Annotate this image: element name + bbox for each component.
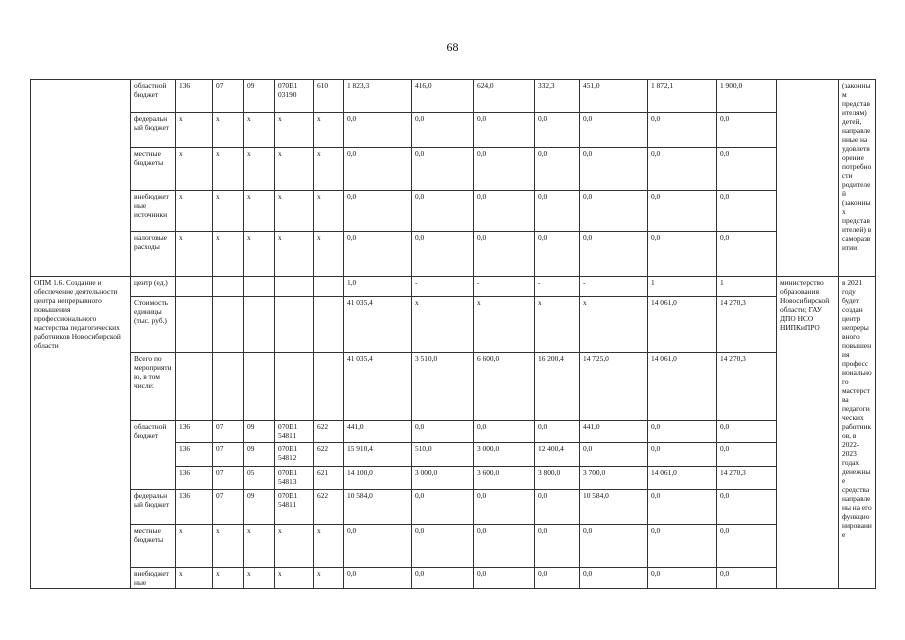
code-cell: 136 (176, 467, 213, 490)
value-cell: 3 600,0 (474, 467, 535, 490)
value-cell: 0,0 (717, 148, 777, 191)
value-cell: x (535, 297, 580, 353)
value-cell: 0,0 (474, 113, 535, 148)
value-cell: 0,0 (535, 568, 580, 589)
code-cell: 070E1 54811 (275, 490, 314, 525)
code-cell: x (314, 148, 344, 191)
value-cell: 0,0 (474, 568, 535, 589)
value-cell: 332,3 (535, 80, 580, 113)
source-cell: областной бюджет (131, 80, 176, 113)
value-cell: 0,0 (344, 191, 412, 232)
table-row (31, 353, 876, 421)
value-cell: 0,0 (535, 421, 580, 443)
value-cell: 0,0 (648, 232, 717, 277)
value-cell: 0,0 (580, 191, 648, 232)
code-cell (176, 277, 213, 297)
value-cell: 3 510,0 (412, 353, 474, 421)
value-cell: 0,0 (648, 525, 717, 568)
code-cell: x (176, 568, 213, 589)
value-cell: 14 270,3 (717, 353, 777, 421)
table-row (31, 568, 876, 589)
code-cell: 07 (213, 467, 244, 490)
value-cell: - (412, 277, 474, 297)
code-cell: 09 (244, 421, 275, 443)
value-cell: 0,0 (717, 490, 777, 525)
source-cell: федеральный бюджет (131, 490, 176, 525)
value-cell: 0,0 (717, 568, 777, 589)
value-cell: 0,0 (717, 191, 777, 232)
source-cell: федеральный бюджет (131, 113, 176, 148)
code-cell (275, 297, 314, 353)
value-cell: 0,0 (474, 148, 535, 191)
code-cell (176, 297, 213, 353)
code-cell: x (213, 148, 244, 191)
value-cell: 0,0 (412, 568, 474, 589)
code-cell: 070E1 54813 (275, 467, 314, 490)
value-cell: 3 000,0 (412, 467, 474, 490)
value-cell: 6 600,0 (474, 353, 535, 421)
value-cell: 0,0 (412, 113, 474, 148)
value-cell: 510,0 (412, 443, 474, 467)
table-row (31, 490, 876, 525)
code-cell: x (176, 148, 213, 191)
value-cell: 0,0 (717, 232, 777, 277)
result-cell: в 2021 году будет создан центр непрерывного повышения профессионального мастерства педагогических работников, в 2022-2023 годах денежные средства направлены на его функционирование (839, 277, 876, 589)
code-cell: x (275, 113, 314, 148)
code-cell: x (275, 148, 314, 191)
code-cell: x (213, 525, 244, 568)
code-cell (213, 297, 244, 353)
code-cell: x (275, 191, 314, 232)
value-cell: 0,0 (412, 525, 474, 568)
code-cell (314, 353, 344, 421)
value-cell: 0,0 (412, 421, 474, 443)
code-cell: x (213, 568, 244, 589)
value-cell: 14 100,0 (344, 467, 412, 490)
code-cell: x (244, 232, 275, 277)
value-cell: 0,0 (412, 232, 474, 277)
value-cell: 0,0 (535, 113, 580, 148)
code-cell: x (244, 191, 275, 232)
code-cell: x (275, 525, 314, 568)
code-cell: 621 (314, 467, 344, 490)
value-cell: 0,0 (474, 525, 535, 568)
value-cell: 0,0 (474, 490, 535, 525)
value-cell: 15 910,4 (344, 443, 412, 467)
value-cell: 0,0 (717, 525, 777, 568)
code-cell: 05 (244, 467, 275, 490)
code-cell: x (314, 568, 344, 589)
value-cell: 0,0 (648, 443, 717, 467)
row-label: Стоимость единицы (тыс. руб.) (131, 297, 176, 353)
source-cell: областной бюджет (131, 421, 176, 490)
code-cell: x (314, 232, 344, 277)
code-cell: x (275, 232, 314, 277)
value-cell: - (580, 277, 648, 297)
value-cell: 0,0 (580, 443, 648, 467)
code-cell: 610 (314, 80, 344, 113)
code-cell: x (176, 525, 213, 568)
value-cell: 1,0 (344, 277, 412, 297)
code-cell: x (244, 525, 275, 568)
value-cell: 41 035,4 (344, 297, 412, 353)
code-cell: x (244, 148, 275, 191)
code-cell (244, 353, 275, 421)
value-cell: 0,0 (412, 148, 474, 191)
value-cell: 12 400,4 (535, 443, 580, 467)
code-cell (275, 353, 314, 421)
code-cell: x (314, 525, 344, 568)
table-row (31, 277, 876, 297)
value-cell: 0,0 (344, 232, 412, 277)
code-cell (314, 277, 344, 297)
code-cell: x (213, 113, 244, 148)
code-cell: 622 (314, 490, 344, 525)
value-cell: 0,0 (344, 525, 412, 568)
value-cell: 0,0 (412, 191, 474, 232)
value-cell: 0,0 (648, 191, 717, 232)
table-row (31, 297, 876, 353)
code-cell: 07 (213, 80, 244, 113)
value-cell: 0,0 (535, 490, 580, 525)
value-cell: 1 (717, 277, 777, 297)
value-cell: 624,0 (474, 80, 535, 113)
value-cell: 0,0 (580, 113, 648, 148)
budget-table (30, 79, 876, 589)
code-cell (176, 353, 213, 421)
value-cell: 3 000,0 (474, 443, 535, 467)
code-cell: 136 (176, 443, 213, 467)
code-cell: 136 (176, 490, 213, 525)
activity-title: ОПМ 1.6. Создание и обеспечение деятельности центра непрерывного повышения профессионального мастерства педагогических работников Новосибирской области (31, 277, 131, 589)
value-cell: x (412, 297, 474, 353)
value-cell: 0,0 (474, 191, 535, 232)
code-cell: x (176, 232, 213, 277)
value-cell: 0,0 (474, 232, 535, 277)
code-cell: x (314, 113, 344, 148)
value-cell: 14 270,3 (717, 297, 777, 353)
code-cell: x (213, 232, 244, 277)
code-cell: 070E1 54811 (275, 421, 314, 443)
value-cell: - (474, 277, 535, 297)
code-cell: 07 (213, 443, 244, 467)
row-label: Всего по мероприятию, в том числе: (131, 353, 176, 421)
page-number: 68 (446, 40, 459, 54)
value-cell: 16 200,4 (535, 353, 580, 421)
value-cell: 10 584,0 (580, 490, 648, 525)
value-cell: 0,0 (648, 490, 717, 525)
value-cell: 1 (648, 277, 717, 297)
code-cell: 070E1 54812 (275, 443, 314, 467)
source-cell: внебюджетные источники (131, 191, 176, 232)
code-cell: 070E1 03190 (275, 80, 314, 113)
code-cell: 09 (244, 490, 275, 525)
code-cell: 136 (176, 80, 213, 113)
table-row (31, 232, 876, 277)
value-cell: 0,0 (474, 421, 535, 443)
value-cell: 0,0 (412, 490, 474, 525)
code-cell (244, 297, 275, 353)
value-cell: 0,0 (344, 568, 412, 589)
value-cell: 1 872,1 (648, 80, 717, 113)
value-cell: 0,0 (535, 525, 580, 568)
source-cell: местные бюджеты (131, 148, 176, 191)
code-cell (213, 277, 244, 297)
code-cell: x (213, 191, 244, 232)
table-row (31, 80, 876, 113)
code-cell: 09 (244, 443, 275, 467)
code-cell (314, 297, 344, 353)
value-cell: 14 061,0 (648, 297, 717, 353)
value-cell: 441,0 (344, 421, 412, 443)
value-cell: x (580, 297, 648, 353)
executor-cell: министерство образования Новосибирской области; ГАУ ДПО НСО НИПКиПРО (777, 277, 839, 589)
value-cell: 41 035,4 (344, 353, 412, 421)
value-cell: 0,0 (580, 568, 648, 589)
value-cell: 0,0 (648, 148, 717, 191)
table-row (31, 191, 876, 232)
value-cell: 416,0 (412, 80, 474, 113)
result-cell: (законным представителям) детей, направленные на удовлетворение потребности родителей (законных представителей) в саморазвитии (839, 80, 876, 277)
value-cell: 0,0 (717, 113, 777, 148)
code-cell: 622 (314, 421, 344, 443)
executor-cell (777, 80, 839, 277)
table-row (31, 113, 876, 148)
code-cell: x (244, 568, 275, 589)
value-cell: 1 823,3 (344, 80, 412, 113)
code-cell: x (244, 113, 275, 148)
value-cell: 0,0 (717, 443, 777, 467)
value-cell: 0,0 (344, 148, 412, 191)
table-row (31, 148, 876, 191)
code-cell (275, 277, 314, 297)
activity-cell (31, 80, 131, 277)
row-label: центр (ед.) (131, 277, 176, 297)
code-cell (244, 277, 275, 297)
value-cell: 14 061,0 (648, 353, 717, 421)
table-row (31, 525, 876, 568)
source-cell: налоговые расходы (131, 232, 176, 277)
value-cell: 1 900,0 (717, 80, 777, 113)
code-cell: x (275, 568, 314, 589)
value-cell: 451,0 (580, 80, 648, 113)
value-cell: 0,0 (580, 232, 648, 277)
value-cell: 0,0 (580, 148, 648, 191)
code-cell (213, 353, 244, 421)
value-cell: 14 061,0 (648, 467, 717, 490)
value-cell: 0,0 (580, 525, 648, 568)
value-cell: 0,0 (344, 113, 412, 148)
value-cell: 14 725,0 (580, 353, 648, 421)
value-cell: 0,0 (535, 148, 580, 191)
value-cell: 0,0 (648, 568, 717, 589)
source-cell: местные бюджеты (131, 525, 176, 568)
value-cell: 3 700,0 (580, 467, 648, 490)
code-cell: 09 (244, 80, 275, 113)
code-cell: 07 (213, 421, 244, 443)
value-cell: 10 584,0 (344, 490, 412, 525)
value-cell: 0,0 (535, 232, 580, 277)
code-cell: x (176, 113, 213, 148)
value-cell: 0,0 (648, 421, 717, 443)
value-cell: 0,0 (648, 113, 717, 148)
code-cell: 136 (176, 421, 213, 443)
value-cell: 441,0 (580, 421, 648, 443)
table-row (31, 421, 876, 443)
value-cell: 0,0 (535, 191, 580, 232)
code-cell: 07 (213, 490, 244, 525)
value-cell: x (474, 297, 535, 353)
code-cell: 622 (314, 443, 344, 467)
value-cell: 0,0 (717, 421, 777, 443)
value-cell: 14 270,3 (717, 467, 777, 490)
code-cell: x (176, 191, 213, 232)
value-cell: 3 800,0 (535, 467, 580, 490)
code-cell: x (314, 191, 344, 232)
value-cell: - (535, 277, 580, 297)
source-cell: внебюджетные (131, 568, 176, 589)
